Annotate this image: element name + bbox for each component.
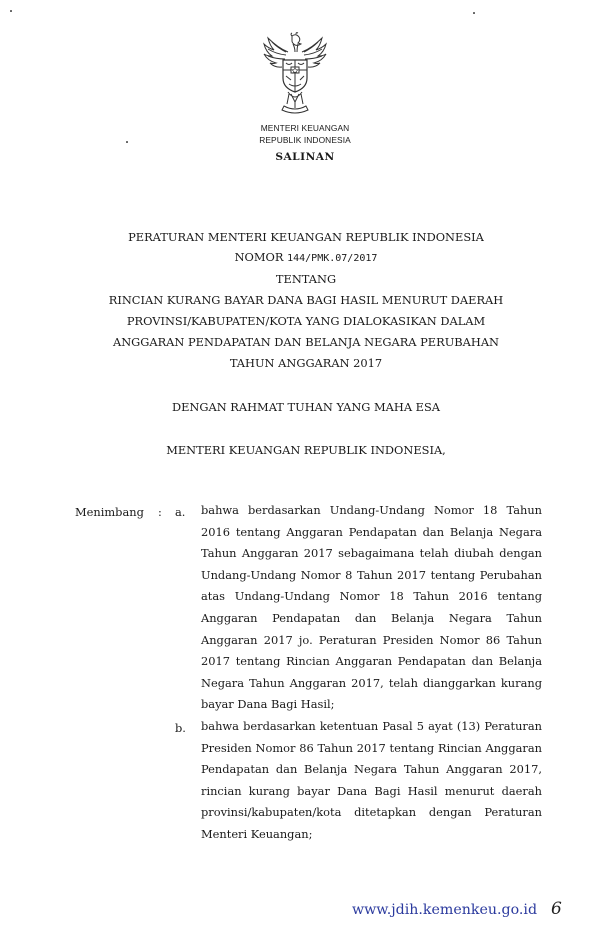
salinan-stamp: SALINAN <box>275 151 335 163</box>
regulation-number-row <box>0 250 612 264</box>
tentang-heading: TENTANG <box>275 272 337 286</box>
scan-speck <box>10 10 12 12</box>
page-mark: 6 <box>551 899 562 919</box>
consideration-paragraph: bahwa berdasarkan Undang-Undang Nomor 18 Tahun 2016 tentang Anggaran Pendapatan dan Belanja Negara Tahun Anggaran 2017 sebagaimana telah diubah dengan Undang-Undang Nomor 8 Tahun 2017 tentang Perubahan atas Undang-Undang Nomor 18 Tahun 2016 tentang Anggaran Pendapatan dan Belanja Negara Tahun Anggaran 2017 jo. Peraturan Presiden Nomor 86 Tahun 2017 tentang Rincian Anggaran Pendapatan dan Belanja Negara Tahun Anggaran 2017, telah dianggarkan kurang bayar Dana Bagi Hasil; <box>201 503 542 712</box>
nomor-value: 144/PMK.07/2017 <box>287 253 378 264</box>
menimbang-label: Menimbang <box>75 505 144 519</box>
item-marker: b. <box>175 721 186 735</box>
item-marker: a. <box>175 505 186 519</box>
scan-speck <box>473 12 475 14</box>
subject-line: ANGGARAN PENDAPATAN DAN BELANJA NEGARA PERUBAHAN <box>112 335 500 349</box>
garuda-emblem-icon <box>262 32 328 122</box>
nomor-label: NOMOR <box>234 250 284 264</box>
regulation-title: PERATURAN MENTERI KEUANGAN REPUBLIK INDONESIA <box>128 230 484 244</box>
jdih-url-link[interactable]: www.jdih.kemenkeu.go.id <box>352 902 538 918</box>
menimbang-colon: : <box>158 505 162 519</box>
subject-line: RINCIAN KURANG BAYAR DANA BAGI HASIL MENURUT DAERAH <box>108 293 504 307</box>
subject-line: PROVINSI/KABUPATEN/KOTA YANG DIALOKASIKAN DALAM <box>126 314 486 328</box>
rahmat-line: DENGAN RAHMAT TUHAN YANG MAHA ESA <box>171 400 441 414</box>
institution-name-line2: REPUBLIK INDONESIA <box>259 135 351 145</box>
scan-speck <box>126 141 128 143</box>
institution-name-line1: MENTERI KEUANGAN <box>260 123 350 133</box>
menteri-line: MENTERI KEUANGAN REPUBLIK INDONESIA, <box>166 443 446 457</box>
subject-line: TAHUN ANGGARAN 2017 <box>229 356 383 370</box>
consideration-paragraph: bahwa berdasarkan ketentuan Pasal 5 ayat (13) Peraturan Presiden Nomor 86 Tahun 2017 tentang Rincian Anggaran Pendapatan dan Belanja Negara Tahun Anggaran 2017, rincian kurang bayar Dana Bagi Hasil menurut daerah provinsi/kabupaten/kota ditetapkan dengan Peraturan Menteri Keuangan; <box>201 719 542 841</box>
